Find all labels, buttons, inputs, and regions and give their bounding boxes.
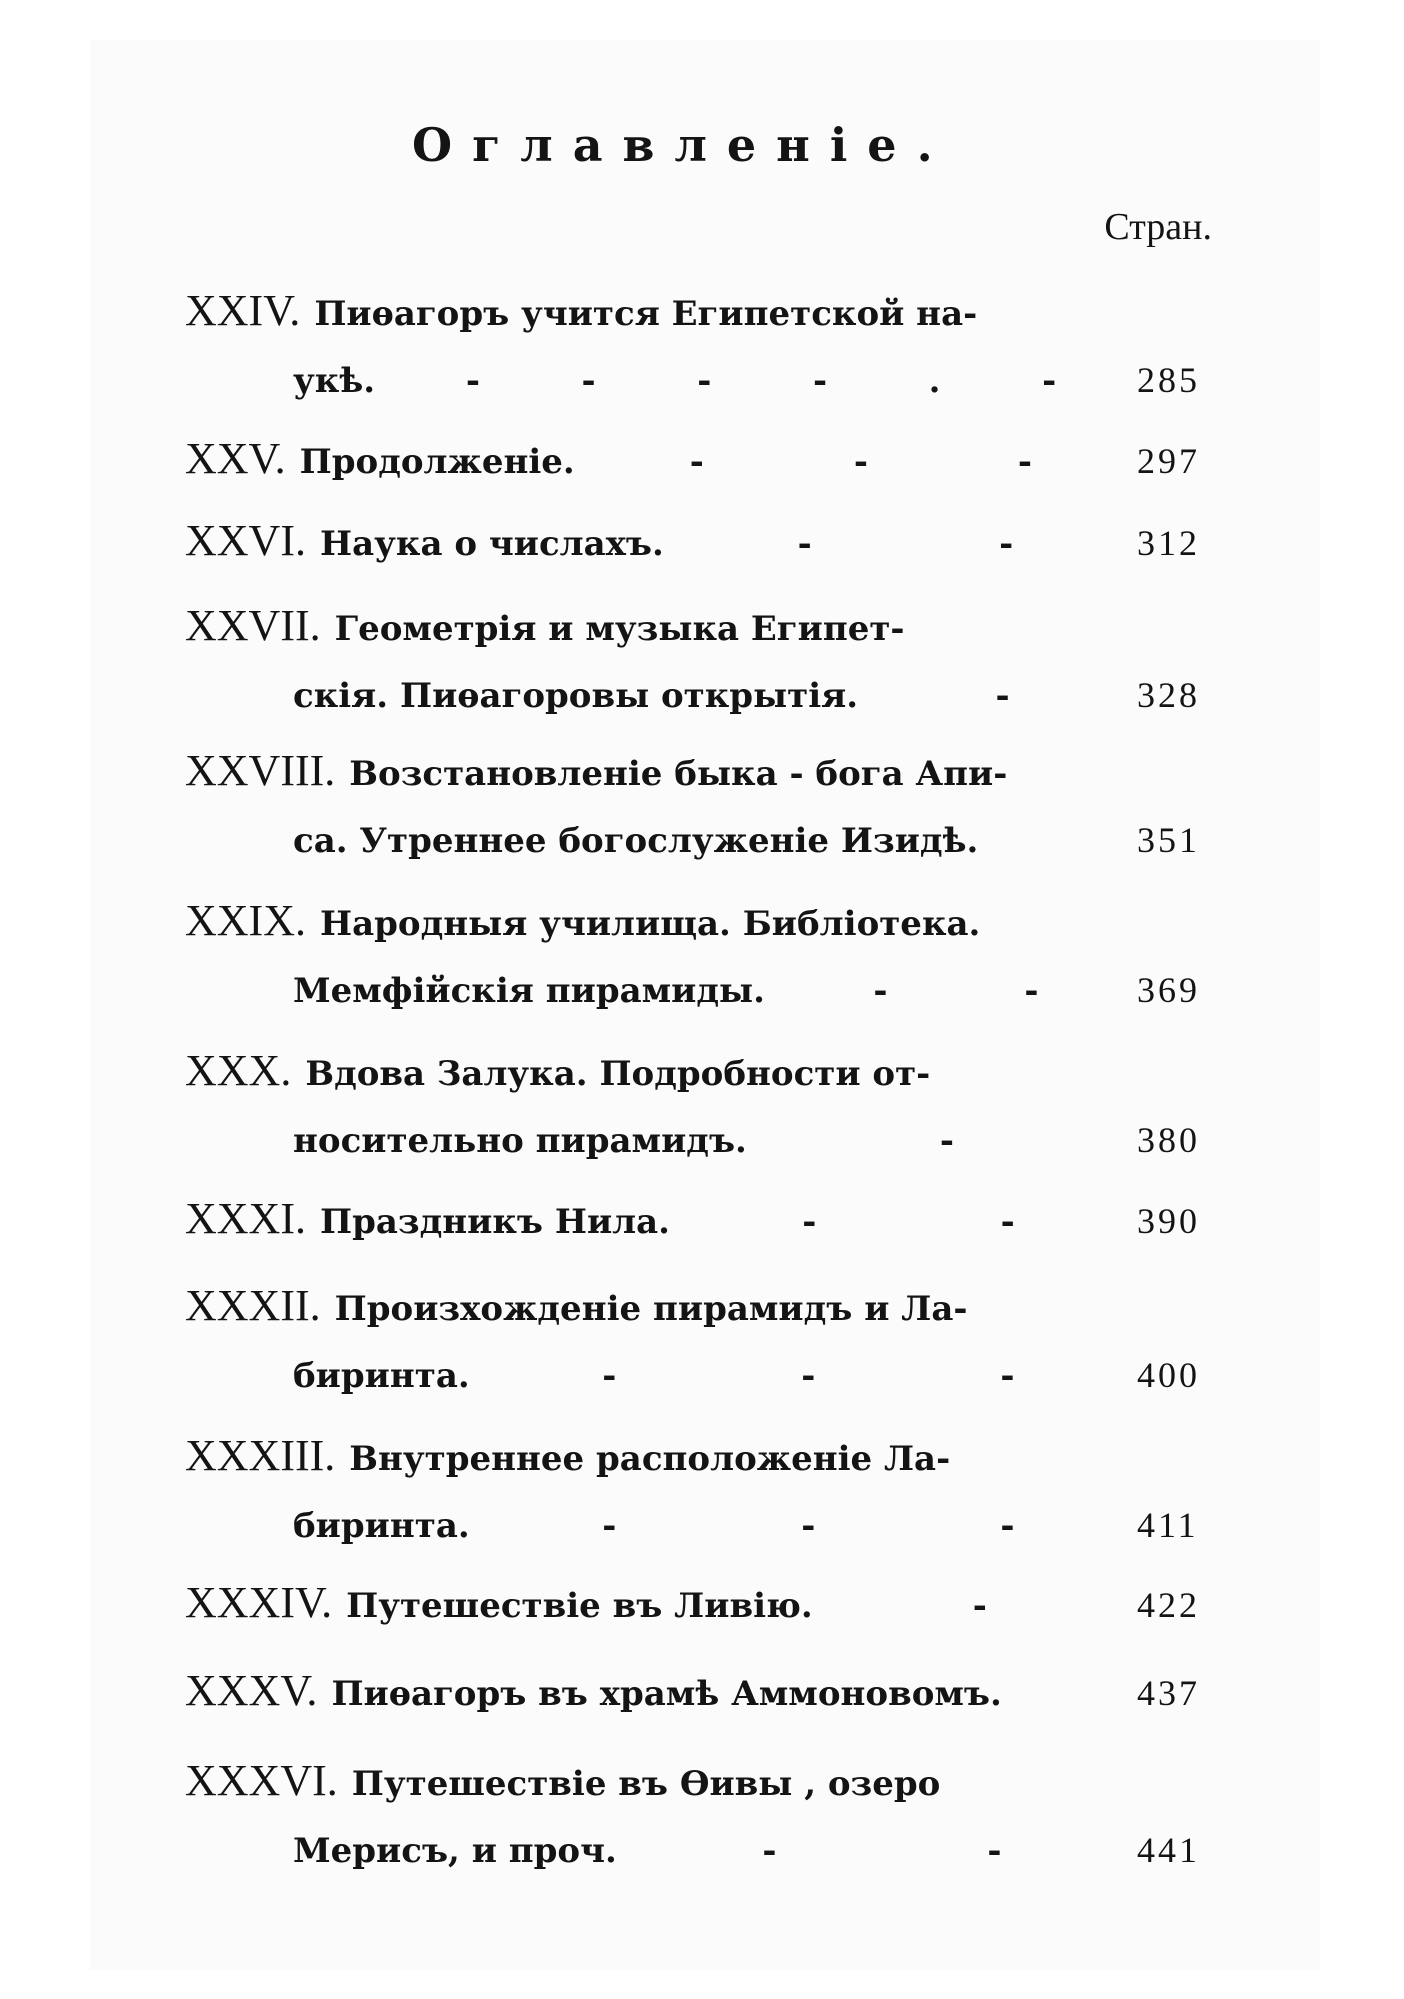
page-number: 390 (1137, 1201, 1200, 1241)
chapter-title-line: Наука о числахъ. (319, 524, 664, 564)
chapter-number: XXV. (185, 434, 286, 483)
chapter-title-line: Путешествіе въ Ѳивы , озеро (351, 1764, 941, 1804)
page-number: 312 (1137, 523, 1200, 563)
leader-dash: - (1000, 1202, 1015, 1242)
leader-dots (765, 971, 1137, 1011)
page-number: 411 (1137, 1505, 1199, 1545)
chapter-number: XXXIII. (185, 1431, 336, 1480)
chapter-title-line: Пиѳагоръ въ храмѣ Аммоновомъ. (331, 1674, 1002, 1714)
chapter-title-continuation: Мерисъ, и проч. (293, 1831, 617, 1871)
leader-dots (858, 676, 1137, 716)
chapter-title-line: Внутреннее расположеніе Ла- (349, 1439, 951, 1479)
leader-dots (470, 1506, 1137, 1546)
chapter-number: XXXII. (185, 1281, 321, 1330)
chapter-title-continuation: укѣ. (293, 361, 376, 401)
leader-dash: - (801, 1356, 816, 1396)
toc-entry (185, 1280, 1215, 1428)
leader-dash: - (995, 676, 1010, 716)
leader-dash: . (928, 361, 941, 401)
leader-dash: - (999, 524, 1014, 564)
leader-dash: - (873, 971, 888, 1011)
chapter-title-continuation: са. Утреннее богослуженіе Изидѣ. (293, 821, 979, 861)
chapter-number: XXVIII. (185, 746, 336, 795)
page-number: 351 (1137, 820, 1200, 860)
toc-entry (185, 600, 1215, 748)
chapter-number: XXIV. (185, 286, 301, 335)
page-number: 400 (1137, 1355, 1200, 1395)
toc-entry (185, 1755, 1215, 1903)
toc-entry (185, 745, 1215, 893)
leader-dash: - (1017, 442, 1033, 482)
chapter-title-continuation: скія. Пиѳагоровы открытія. (293, 676, 859, 716)
leader-dash: - (581, 361, 596, 401)
chapter-title-line: Путешествіе въ Ливію. (346, 1586, 813, 1626)
leader-dash: - (1000, 1356, 1015, 1396)
toc-entry (185, 1430, 1215, 1578)
chapter-title-continuation: биринта. (293, 1356, 470, 1396)
chapter-number: XXIX. (185, 896, 306, 945)
leader-dash: - (465, 361, 480, 401)
leader-dots (375, 361, 1137, 401)
chapter-number: XXX. (185, 1046, 292, 1095)
page-number: 297 (1137, 441, 1200, 481)
leader-dash: - (762, 1831, 777, 1871)
page-number: 328 (1137, 675, 1200, 715)
leader-dash: - (1042, 361, 1057, 401)
toc-entry (185, 515, 1215, 589)
leader-dash: - (853, 442, 868, 482)
leader-dash: - (972, 1586, 987, 1626)
page-number: 369 (1137, 970, 1200, 1010)
chapter-title-line: Возстановленіе быка - бога Апи- (349, 754, 1008, 794)
chapter-title-line: Вдова Залука. Подробности от- (305, 1054, 931, 1094)
leader-dash: - (987, 1831, 1002, 1871)
leader-dash: - (812, 361, 828, 401)
chapter-number: XXXV. (185, 1666, 318, 1715)
chapter-title-line: Праздникъ Нила. (319, 1202, 671, 1242)
chapter-title-line: Произхожденіе пирамидъ и Ла- (334, 1289, 968, 1329)
leader-dash: - (697, 361, 712, 401)
chapter-title-line: Народныя училища. Библіотека. (319, 904, 981, 944)
leader-dash: - (1000, 1506, 1015, 1546)
leader-dots (470, 1356, 1137, 1396)
leader-dots (670, 1202, 1137, 1242)
leader-dash: - (939, 1121, 954, 1161)
toc-entry (185, 895, 1215, 1043)
toc-entry (185, 1665, 1215, 1739)
leader-dots (813, 1586, 1137, 1626)
page-title: Оглавленіе. (412, 118, 953, 172)
chapter-title-continuation: биринта. (293, 1506, 470, 1546)
leader-dash: - (1024, 971, 1039, 1011)
leader-dash: - (801, 1506, 816, 1546)
page-column-header: Стран. (1104, 206, 1212, 248)
chapter-title-continuation: Мемфійскія пирамиды. (293, 971, 765, 1011)
chapter-number: XXXIV. (185, 1578, 333, 1627)
page-number: 437 (1137, 1673, 1200, 1713)
chapter-number: XXVI. (185, 516, 306, 565)
toc-entry (185, 285, 1215, 433)
leader-dash: - (689, 442, 704, 482)
toc-entry (185, 1193, 1215, 1267)
toc-entry (185, 1577, 1215, 1651)
page-number: 380 (1137, 1120, 1200, 1160)
leader-dash: - (802, 1202, 817, 1242)
leader-dots (664, 524, 1137, 564)
chapter-title-line: Продолженіе. (299, 442, 575, 482)
chapter-title-line: Пиѳагоръ учится Египетской на- (314, 294, 978, 334)
page-number: 422 (1137, 1585, 1200, 1625)
page-number: 285 (1137, 360, 1200, 400)
chapter-number: XXXVI. (185, 1756, 338, 1805)
leader-dash: - (797, 524, 812, 564)
chapter-number: XXVII. (185, 601, 321, 650)
chapter-title-continuation: носительно пирамидъ. (293, 1121, 747, 1161)
leader-dash: - (602, 1356, 617, 1396)
toc-entry (185, 1045, 1215, 1193)
leader-dots (575, 442, 1137, 482)
leader-dots (747, 1121, 1137, 1161)
chapter-number: XXXI. (185, 1194, 306, 1243)
toc-entry (185, 433, 1215, 507)
leader-dots (617, 1831, 1137, 1871)
chapter-title-line: Геометрія и музыка Египет- (334, 609, 905, 649)
page-number: 441 (1137, 1830, 1200, 1870)
leader-dash: - (602, 1506, 617, 1546)
